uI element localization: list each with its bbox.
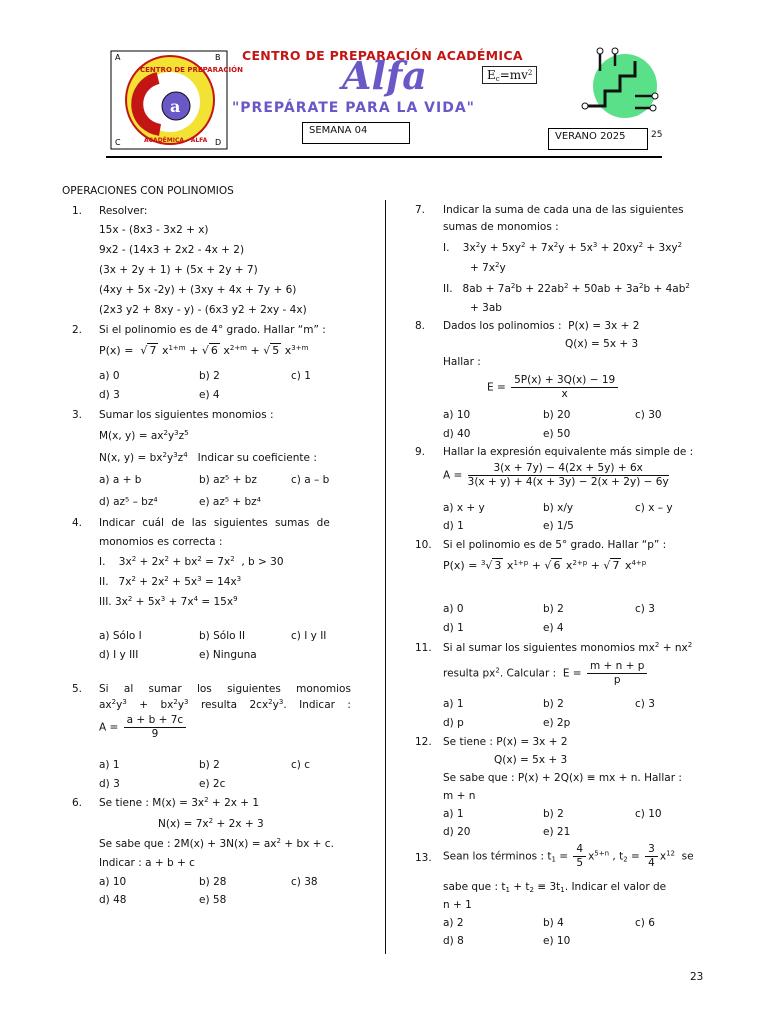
p6-number: 6. — [72, 797, 83, 809]
p3-opt-b: b) az⁵ + bz — [199, 474, 257, 486]
p6-opt-e: e) 58 — [199, 894, 227, 906]
p7-number: 7. — [415, 204, 426, 216]
p1-line-4: (4xy + 5x -2y) + (3xy + 4x + 7y + 6) — [99, 284, 297, 296]
p4-item-3: III. $3x^2 + 5x^3 + 7x^4 = 15x^9$ — [99, 595, 238, 608]
p10-number: 10. — [415, 539, 432, 551]
p13-terms: Sean los términos : $t_1$ = $\frac{4}{5}$ $x^{5+n}$ , $t_2$ = $\frac{3}{4}$ $x^{12}$ se — [443, 843, 694, 869]
p6-opt-c: c) 38 — [291, 876, 318, 888]
p11-opt-c: c) 3 — [635, 698, 655, 710]
p5-expression: A = $\frac{a + b + 7c}{9}$ — [99, 714, 188, 741]
p12-known: Se sabe que : P(x) + 2Q(x) ≡ mx + n. Hallar : — [443, 772, 682, 784]
p3-monomial-m: M(x, $y) = ax^2y^3z^5$ — [99, 429, 189, 442]
p12-given-p: Se tiene : P(x) = 3x + 2 — [443, 736, 568, 748]
p5-text-2: $ax^2y^3$ + $bx^2y^3$ resulta $2cx^2y^3$. Indicar : — [99, 698, 351, 711]
banner — [232, 48, 562, 120]
p8-hallar: Hallar : — [443, 356, 481, 368]
p6-known: Se sabe que : $2M(x) + 3N(x) = ax^2$ + bx + c. — [99, 837, 334, 850]
banner-slogan: "PREPÁRATE PARA LA VIDA" — [232, 100, 475, 116]
p10-opt-d: d) 1 — [443, 622, 464, 634]
p6-given-n: $N(x) = 7x^2 + 2x + 3$ — [158, 817, 264, 830]
p1-line-5: (2x3 y2 + 8xy - y) - (6x3 y2 + 2xy - 4x) — [99, 304, 307, 316]
column-divider — [385, 200, 386, 954]
p2-opt-e: e) 4 — [199, 389, 220, 401]
p12-options-2 — [443, 826, 735, 838]
corner-fragment: 25 — [651, 130, 663, 140]
section-title: OPERACIONES CON POLINOMIOS — [62, 185, 234, 197]
p2-opt-c: c) 1 — [291, 370, 311, 382]
p13-opt-d: d) 8 — [443, 935, 464, 947]
p6-opt-a: a) 10 — [99, 876, 127, 888]
p2-polynomial: P(x) = √ 7 $x^{1+m}$ + √ 6 $x^{2+m}$ + √ 5 $x^{3+m}$ — [99, 344, 309, 357]
p13-number: 13. — [415, 852, 432, 864]
p11-opt-a: a) 1 — [443, 698, 464, 710]
p6-indicate: Indicar : a + b + c — [99, 857, 195, 869]
p2-opt-b: b) 2 — [199, 370, 220, 382]
p4-title-1: Indicar cuál de las siguientes sumas de — [99, 517, 330, 529]
p8-expression: E = $\frac{5P(x) + 3Q(x) - 19}{x}$ — [487, 374, 620, 401]
p7-title-1: Indicar la suma de cada una de las siguientes — [443, 204, 684, 216]
p8-q: Q(x) = 5x + 3 — [565, 338, 639, 350]
p9-opt-e: e) 1/5 — [543, 520, 574, 532]
p3-monomial-n: N(x, $y) = bx^2y^3z^4$ Indicar su coeficiente : — [99, 451, 317, 464]
p9-opt-a: a) x + y — [443, 502, 485, 514]
p10-options — [443, 603, 735, 615]
p13-options-2 — [443, 935, 735, 947]
p5-text-1: Si al sumar los siguientes monomios — [99, 683, 351, 695]
p2-options — [99, 370, 391, 382]
p12-find: m + n — [443, 790, 476, 802]
p8-number: 8. — [415, 320, 426, 332]
p11-options — [443, 698, 735, 710]
p2-opt-a: a) 0 — [99, 370, 120, 382]
p2-number: 2. — [72, 324, 83, 336]
p2-opt-d: d) 3 — [99, 389, 120, 401]
p5-opt-b: b) 2 — [199, 759, 220, 771]
p8-options-2 — [443, 428, 735, 440]
p1-number: 1. — [72, 205, 83, 217]
p3-opt-e: e) az⁵ + bz⁴ — [199, 496, 261, 508]
p6-given-m: Se tiene : $M(x) = 3x^2 + 2x + 1$ — [99, 796, 260, 809]
season-box: VERANO 2025 — [548, 128, 648, 150]
p4-number: 4. — [72, 517, 83, 529]
p9-opt-c: c) x – y — [635, 502, 673, 514]
p7-item-2: II. $8ab + 7a^2b + 22ab^2 + 50ab + 3a^2b + 4ab^2$ — [443, 282, 690, 295]
p12-opt-d: d) 20 — [443, 826, 471, 838]
p3-opt-c: c) a – b — [291, 474, 330, 486]
p4-title-2: monomios es correcta : — [99, 536, 223, 548]
svg-text:C: C — [115, 138, 121, 147]
p3-number: 3. — [72, 409, 83, 421]
svg-text:B: B — [215, 53, 221, 62]
p1-line-2: 9x2 - (14x3 + 2x2 - 4x + 2) — [99, 244, 245, 256]
p4-options-2 — [99, 649, 391, 661]
p3-options — [99, 474, 391, 486]
p7-item-2-cont: + 3ab — [470, 302, 502, 314]
p4-opt-a: a) Sólo I — [99, 630, 142, 642]
p12-opt-b: b) 2 — [543, 808, 564, 820]
svg-text:ACADÉMICA - ALFA: ACADÉMICA - ALFA — [144, 137, 208, 144]
p9-options-2 — [443, 520, 735, 532]
page-number: 23 — [690, 971, 704, 983]
p13-opt-a: a) 2 — [443, 917, 464, 929]
p11-number: 11. — [415, 642, 432, 654]
p3-opt-a: a) a + b — [99, 474, 142, 486]
p10-options-2 — [443, 622, 735, 634]
p13-opt-b: b) 4 — [543, 917, 564, 929]
p12-opt-a: a) 1 — [443, 808, 464, 820]
p9-number: 9. — [415, 446, 426, 458]
p10-opt-c: c) 3 — [635, 603, 655, 615]
p9-expression: A = $\frac{3(x + 7y) - 4(2x + 5y) + 6x}{3(x + y) + 4(x + 3y) - 2(x + 2y) - 6y}$ — [443, 462, 669, 488]
p4-options — [99, 630, 391, 642]
p8-opt-e: e) 50 — [543, 428, 571, 440]
p13-options — [443, 917, 735, 929]
p11-text-2: resulta $px^2$. Calcular : E = $\frac{m + n + p}{p}$ — [443, 660, 649, 687]
p3-opt-d: d) az⁵ – bz⁴ — [99, 496, 158, 508]
p5-opt-a: a) 1 — [99, 759, 120, 771]
banner-formula: $E_c=mv^2$ — [482, 66, 537, 84]
p6-options — [99, 876, 391, 888]
svg-text:a: a — [170, 97, 181, 116]
circuit-graphic — [575, 46, 667, 126]
p10-opt-e: e) 4 — [543, 622, 564, 634]
p8-title: Dados los polinomios : P(x) = 3x + 2 — [443, 320, 640, 332]
academy-logo — [110, 50, 243, 150]
p10-opt-b: b) 2 — [543, 603, 564, 615]
p13-opt-c: c) 6 — [635, 917, 655, 929]
week-box: SEMANA 04 — [302, 122, 410, 144]
p11-text-1: Si al sumar los siguientes monomios $mx^2 + nx^2$ — [443, 641, 693, 654]
p6-opt-d: d) 48 — [99, 894, 127, 906]
p11-opt-b: b) 2 — [543, 698, 564, 710]
svg-text:D: D — [215, 138, 222, 147]
p9-opt-b: b) x/y — [543, 502, 574, 514]
p8-title-text: Dados los polinomios : — [443, 320, 562, 332]
p6-options-2 — [99, 894, 391, 906]
p3-title: Sumar los siguientes monomios : — [99, 409, 274, 421]
p5-opt-e: e) 2c — [199, 778, 226, 790]
p5-options — [99, 759, 391, 771]
p5-opt-c: c) c — [291, 759, 310, 771]
p1-line-1: 15x - (8x3 - 3x2 + x) — [99, 224, 209, 236]
p1-title: Resolver: — [99, 205, 148, 217]
p12-options — [443, 808, 735, 820]
p6-opt-b: b) 28 — [199, 876, 227, 888]
svg-text:CENTRO DE PREPARACIÓN: CENTRO DE PREPARACIÓN — [140, 66, 243, 74]
p5-number: 5. — [72, 683, 83, 695]
p4-opt-e: e) Ninguna — [199, 649, 257, 661]
p8-opt-a: a) 10 — [443, 409, 471, 421]
p12-opt-c: c) 10 — [635, 808, 662, 820]
p7-title-2: sumas de monomios : — [443, 221, 559, 233]
p4-opt-d: d) I y III — [99, 649, 139, 661]
p3-indicate: Indicar su coeficiente : — [197, 452, 317, 464]
p8-opt-c: c) 30 — [635, 409, 662, 421]
p12-opt-e: e) 21 — [543, 826, 571, 838]
p7-item-1-cont: + $7x^2y$ — [470, 261, 506, 274]
p8-opt-d: d) 40 — [443, 428, 471, 440]
banner-top-text: CENTRO DE PREPARACIÓN ACADÉMICA — [242, 48, 523, 63]
header-rule — [106, 156, 662, 158]
p9-opt-d: d) 1 — [443, 520, 464, 532]
p10-opt-a: a) 0 — [443, 603, 464, 615]
p13-condition: sabe que : $t_1 + t_2 \equiv 3t_1$. Indicar el valor de — [443, 881, 667, 894]
p9-options — [443, 502, 735, 514]
banner-brand: Alfa — [342, 53, 427, 98]
p11-opt-d: d) p — [443, 717, 464, 729]
p12-given-q: Q(x) = 5x + 3 — [494, 754, 568, 766]
p5-opt-d: d) 3 — [99, 778, 120, 790]
p13-opt-e: e) 10 — [543, 935, 571, 947]
p10-polynomial: P(x) = $^3$√ 3 $x^{1+p}$ + √ 6 $x^{2+p}$ + √ 7 $x^{4+p}$ — [443, 559, 647, 572]
p11-options-2 — [443, 717, 735, 729]
p12-number: 12. — [415, 736, 432, 748]
p13-find: n + 1 — [443, 899, 472, 911]
p4-item-2: II. $7x^2 + 2x^2 + 5x^3 = 14x^3$ — [99, 575, 242, 588]
p8-opt-b: b) 20 — [543, 409, 571, 421]
svg-text:A: A — [115, 53, 121, 62]
p3-options-2 — [99, 496, 391, 508]
p11-opt-e: e) 2p — [543, 717, 571, 729]
p4-item-1: I. $3x^2 + 2x^2 + bx^2 = 7x^2$ , b > 30 — [99, 555, 284, 568]
p5-options-2 — [99, 778, 391, 790]
p4-opt-c: c) I y II — [291, 630, 327, 642]
p2-title: Si el polinomio es de 4° grado. Hallar “m” : — [99, 324, 326, 336]
p9-title: Hallar la expresión equivalente más simple de : — [443, 446, 694, 458]
p7-item-1: I. $3x^2y + 5xy^2 + 7x^2y + 5x^3 + 20xy^2 + 3xy^2$ — [443, 241, 683, 254]
p2-options-2 — [99, 389, 391, 401]
p8-options — [443, 409, 735, 421]
p1-line-3: (3x + 2y + 1) + (5x + 2y + 7) — [99, 264, 258, 276]
p10-title: Si el polinomio es de 5° grado. Hallar “p” : — [443, 539, 667, 551]
p4-opt-b: b) Sólo II — [199, 630, 246, 642]
